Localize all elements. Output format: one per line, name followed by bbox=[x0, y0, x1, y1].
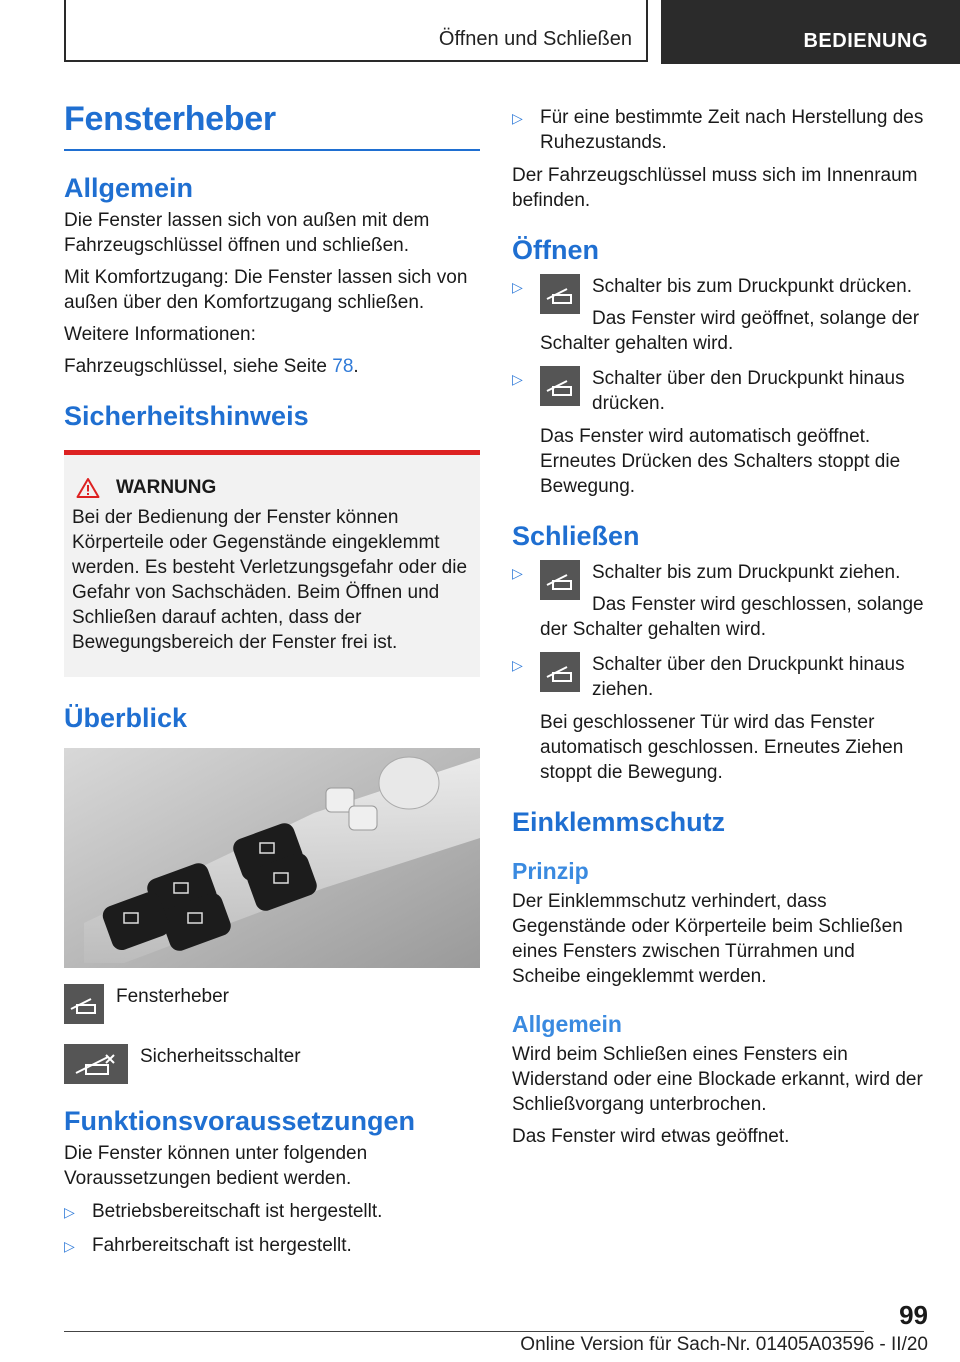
oeffnen-step-2: ▷ Schalter über den Druckpunkt hinaus drücken. Das Fenster wird automatisch geöffnet. Erneutes Drücken des Schalters stoppt die Bewegung. bbox=[512, 366, 924, 499]
warning-header bbox=[72, 477, 472, 499]
heading-schliessen: Schließen bbox=[512, 521, 640, 551]
funktion-item-1: ▷ Betriebsbereitschaft ist hergestellt. bbox=[64, 1201, 383, 1222]
funktion-intro: Die Fenster können unter folgenden Voraussetzungen bedient werden. bbox=[64, 1143, 368, 1189]
heading-funktion: Funktionsvoraussetzungen bbox=[64, 1106, 416, 1136]
funktion-item-3: ▷ Für eine bestimmte Zeit nach Herstellung des Ruhezustands. bbox=[512, 107, 924, 153]
schliessen-step-2: ▷ Schalter über den Druckpunkt hinaus ziehen. Bei geschlossener Tür wird das Fenster automatisch geschlossen. Erneutes Ziehen stoppt die Bewegung. bbox=[512, 652, 924, 785]
prinzip-text: Der Einklemmschutz verhindert, dass Gegenstände oder Körperteile beim Schließen eines Fensters zwischen Türrahmen und Scheibe eingeklemmt werden. bbox=[512, 891, 903, 987]
heading-prinzip: Prinzip bbox=[512, 858, 589, 884]
legend-label-window-switch: Fensterheber bbox=[116, 986, 230, 1007]
schliessen-step-2-result: Bei geschlossener Tür wird das Fenster automatisch geschlossen. Erneutes Ziehen stoppt die Bewegung. bbox=[540, 712, 904, 783]
einklemm-allgemein-p2: Das Fenster wird etwas geöffnet. bbox=[512, 1126, 790, 1147]
warning-triangle-icon bbox=[76, 477, 100, 499]
heading-sicherheit: Sicherheitshinweis bbox=[64, 401, 309, 431]
funktion-note: Der Fahrzeugschlüssel muss sich im Innenraum befinden. bbox=[512, 165, 918, 211]
oeffnen-step-1-action: Schalter bis zum Druckpunkt drücken. bbox=[592, 276, 912, 297]
footer-divider bbox=[64, 1331, 864, 1332]
legend-item-window-switch bbox=[64, 984, 480, 1024]
page-title: Fensterheber bbox=[64, 100, 480, 151]
funktion-item-2: ▷ Fahrbereitschaft ist hergestellt. bbox=[64, 1235, 352, 1256]
heading-allgemein: Allgemein bbox=[64, 173, 194, 203]
page-link-78[interactable]: 78 bbox=[332, 356, 354, 377]
allgemein-p3: Weitere Informationen: bbox=[64, 324, 256, 345]
chapter-title: Öffnen und Schließen bbox=[438, 28, 632, 50]
window-switch-icon bbox=[64, 984, 104, 1024]
section-tab: BEDIENUNG bbox=[661, 0, 960, 64]
schliessen-step-1: ▷ Schalter bis zum Druckpunkt ziehen. Das Fenster wird geschlossen, solange der Schalter gehalten wird. bbox=[512, 562, 924, 640]
allgemein-p1: Die Fenster lassen sich von außen mit dem Fahrzeugschlüssel öffnen und schließen. bbox=[64, 210, 430, 256]
oeffnen-step-1: ▷ Schalter bis zum Druckpunkt drücken. Das Fenster wird geöffnet, solange der Schalter gehalten wird. bbox=[512, 274, 924, 356]
page-number: 99 bbox=[899, 1300, 928, 1330]
allgemein-p4: Fahrzeugschlüssel, siehe Seite 78. bbox=[64, 356, 359, 377]
heading-einklemm-allgemein: Allgemein bbox=[512, 1011, 622, 1037]
schliessen-step-2-action: Schalter über den Druckpunkt hinaus ziehen. bbox=[592, 654, 905, 700]
legend-item-safety-switch bbox=[64, 1044, 480, 1084]
window-switch-icon bbox=[540, 366, 580, 406]
left-column bbox=[64, 100, 480, 1259]
heading-einklemm: Einklemmschutz bbox=[512, 807, 726, 837]
header-frame bbox=[64, 0, 648, 62]
einklemm-allgemein-p1: Wird beim Schließen eines Fensters ein Widerstand oder eine Blockade erkannt, wird der Schließvorgang unterbrochen. bbox=[512, 1044, 923, 1115]
schliessen-step-1-action: Schalter bis zum Druckpunkt ziehen. bbox=[592, 562, 901, 583]
oeffnen-step-2-result: Das Fenster wird automatisch geöffnet. Erneutes Drücken des Schalters stoppt die Bewegung. bbox=[540, 426, 901, 497]
warning-text: Bei der Bedienung der Fenster können Körperteile oder Gegenstände eingeklemmt werden. Es besteht Verletzungsgefahr oder die Gefahr von Sachschäden. Beim Öffnen und Schließen darauf achten, dass der Bewegungsbereich der Fenster frei ist. bbox=[72, 507, 468, 653]
footer-text: Online Version für Sach-Nr. 01405A03596 - II/20 bbox=[520, 1334, 928, 1355]
right-column bbox=[512, 100, 924, 1149]
window-switch-icon bbox=[540, 652, 580, 692]
window-switch-photo bbox=[64, 748, 480, 968]
warning-box bbox=[64, 450, 480, 677]
oeffnen-step-2-action: Schalter über den Druckpunkt hinaus drücken. bbox=[592, 368, 905, 414]
warning-label: WARNUNG bbox=[116, 477, 217, 498]
heading-ueberblick: Überblick bbox=[64, 703, 188, 733]
heading-oeffnen: Öffnen bbox=[512, 235, 599, 265]
legend-label-safety-switch: Sicherheitsschalter bbox=[140, 1046, 301, 1067]
allgemein-p2: Mit Komfortzugang: Die Fenster lassen sich von außen über den Komfortzugang schließen. bbox=[64, 267, 468, 313]
safety-switch-icon bbox=[64, 1044, 128, 1084]
oeffnen-step-1-result: Das Fenster wird geöffnet, solange der Schalter gehalten wird. bbox=[540, 308, 920, 354]
schliessen-step-1-result: Das Fenster wird geschlossen, solange der Schalter gehalten wird. bbox=[540, 594, 924, 640]
